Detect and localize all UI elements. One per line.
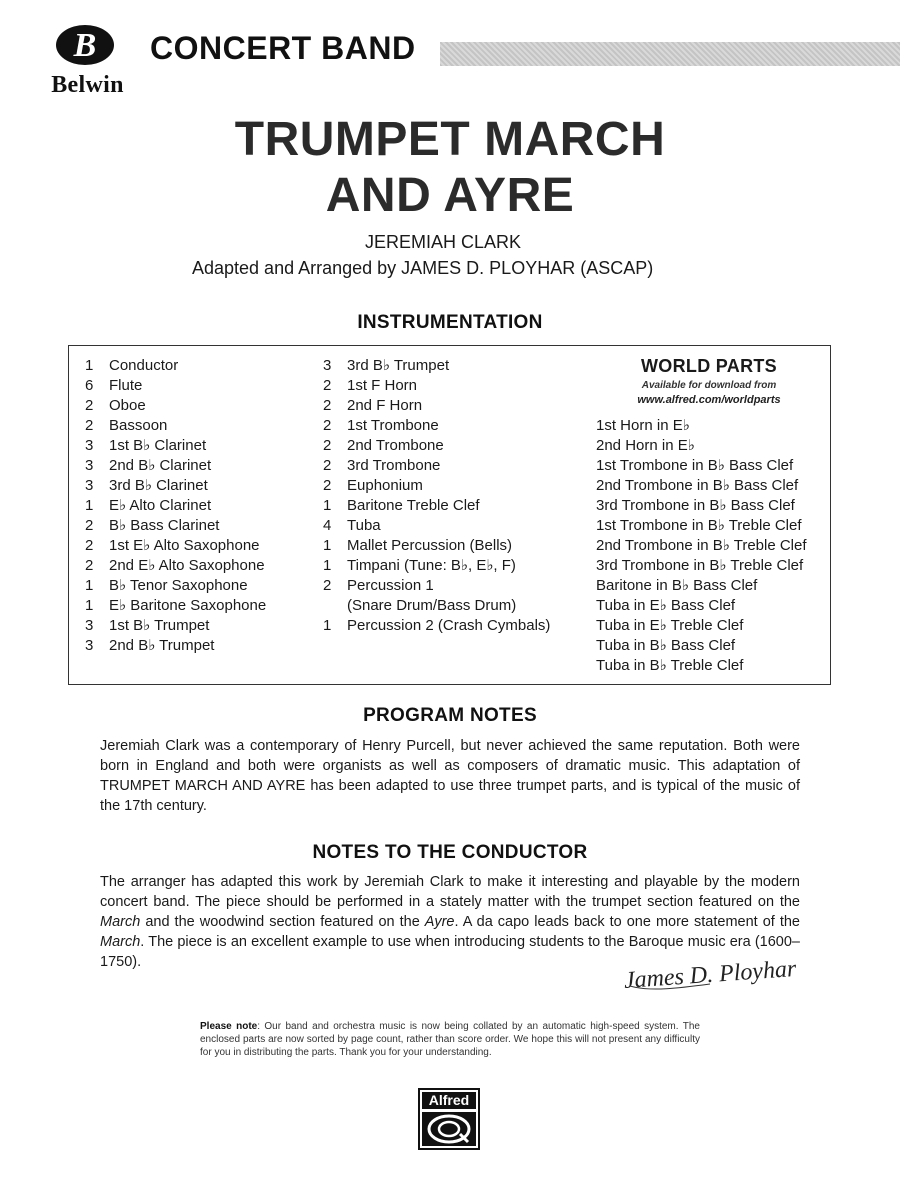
world-parts-subtitle: Available for download from [641, 380, 777, 391]
instrument-quantity: 2 [323, 397, 332, 414]
instrument-name: Tuba [347, 517, 381, 534]
instrument-quantity: 3 [85, 477, 94, 494]
please-note-text: : Our band and orchestra music is now being collated by an automatic high-speed system. The enclosed parts are now sorted by page count, rather than score order. We hope this will not present any difficulty for you in distributing the parts. Thank you for your understanding. [200, 1021, 700, 1058]
conductor-notes-heading: NOTES TO THE CONDUCTOR [312, 842, 588, 863]
world-part-item: 1st Trombone in B♭ Bass Clef [596, 457, 794, 474]
instrument-row [85, 476, 266, 496]
instrument-quantity: 2 [323, 417, 332, 434]
instrument-row [85, 616, 266, 636]
instrument-row [323, 516, 550, 536]
instrument-row [323, 356, 550, 376]
world-part-item: Tuba in E♭ Treble Clef [596, 617, 744, 634]
instrument-name: 3rd B♭ Trumpet [347, 357, 450, 374]
arranger-signature [620, 948, 805, 1003]
instrument-quantity: 1 [323, 557, 332, 574]
instrument-row [323, 396, 550, 416]
instrument-row [85, 436, 266, 456]
instrument-row [85, 416, 266, 436]
instrument-row [85, 496, 266, 516]
instrument-quantity: 1 [85, 577, 94, 594]
composer: JEREMIAH CLARK [365, 232, 522, 252]
instrument-row [85, 556, 266, 576]
instrument-name: Timpani (Tune: B♭, E♭, F) [347, 557, 516, 574]
instrument-row [85, 396, 266, 416]
instrument-quantity: 2 [85, 417, 94, 434]
instrument-name: 2nd E♭ Alto Saxophone [109, 557, 265, 574]
instrument-list-column-2 [323, 356, 550, 636]
instrument-quantity: 2 [85, 557, 94, 574]
instrument-name: 1st B♭ Trumpet [109, 617, 210, 634]
instrument-row [323, 436, 550, 456]
instrument-name: 3rd Trombone [347, 457, 441, 474]
world-parts-url: www.alfred.com/worldparts [637, 394, 781, 406]
instrument-quantity: 3 [323, 357, 332, 374]
instrument-row [323, 376, 550, 396]
belwin-logo [30, 22, 145, 100]
instrument-row [85, 576, 266, 596]
header-bar [440, 42, 900, 66]
instrument-name: Percussion 2 (Crash Cymbals) [347, 617, 551, 634]
world-part-item: 2nd Trombone in B♭ Treble Clef [596, 537, 807, 554]
instrument-name: 1st F Horn [347, 377, 418, 394]
instrument-name: Flute [109, 377, 143, 394]
instrument-name: (Snare Drum/Bass Drum) [347, 597, 517, 614]
instrument-row [85, 596, 266, 616]
piece-title-line1: TRUMPET MARCH [234, 113, 666, 166]
march-emphasis: March [100, 914, 141, 930]
instrument-row [323, 616, 550, 636]
instrument-name: E♭ Alto Clarinet [109, 497, 212, 514]
piece-title-line2: AND AYRE [325, 169, 575, 222]
instrument-name: 1st B♭ Clarinet [109, 437, 207, 454]
please-note [200, 1020, 700, 1059]
world-parts-title: WORLD PARTS [641, 356, 777, 376]
instrument-name: Conductor [109, 357, 179, 374]
instrument-name: Bassoon [109, 417, 168, 434]
instrument-row [85, 536, 266, 556]
instrument-name: Euphonium [347, 477, 423, 494]
publisher-name: Belwin [51, 72, 124, 98]
instrument-row [85, 376, 266, 396]
instrument-quantity: 2 [323, 477, 332, 494]
belwin-b-mark-icon [54, 22, 116, 68]
instrument-quantity: 2 [85, 397, 94, 414]
world-parts-list [596, 416, 807, 676]
world-part-item: Tuba in B♭ Bass Clef [596, 637, 736, 654]
world-part-item: 3rd Trombone in B♭ Treble Clef [596, 557, 804, 574]
instrument-quantity: 2 [85, 517, 94, 534]
program-notes-heading: PROGRAM NOTES [363, 705, 537, 726]
instrument-name: Baritone Treble Clef [347, 497, 480, 514]
instrument-name: 2nd F Horn [347, 397, 423, 414]
instrument-row [323, 416, 550, 436]
instrument-quantity: 1 [323, 497, 332, 514]
world-part-item: 1st Trombone in B♭ Treble Clef [596, 517, 802, 534]
instrument-name: 2nd B♭ Clarinet [109, 457, 212, 474]
instrument-row [85, 356, 266, 376]
world-part-item: 2nd Trombone in B♭ Bass Clef [596, 477, 799, 494]
instrument-quantity: 4 [323, 517, 332, 534]
world-part-item: 3rd Trombone in B♭ Bass Clef [596, 497, 795, 514]
world-part-item: Baritone in B♭ Bass Clef [596, 577, 758, 594]
instrument-name: Percussion 1 [347, 577, 434, 594]
world-part-item: 1st Horn in E♭ [596, 417, 690, 434]
instrument-name: E♭ Baritone Saxophone [109, 597, 267, 614]
instrument-quantity: 2 [323, 437, 332, 454]
please-note-label: Please note [200, 1021, 258, 1032]
instrument-quantity: 3 [85, 457, 94, 474]
instrument-row [323, 476, 550, 496]
world-part-item: 2nd Horn in E♭ [596, 437, 695, 454]
arranger: Adapted and Arranged by JAMES D. PLOYHAR (ASCAP) [192, 258, 654, 278]
instrument-quantity: 3 [85, 617, 94, 634]
program-notes-text: Jeremiah Clark was a contemporary of Henry Purcell, but never achieved the same reputation. Both were born in England and both were organists as well as composers of dramatic music. This adaptation of TRUMPET MARCH AND AYRE has been adapted to use three trumpet parts, and is typical of the music of the 17th century. [100, 738, 800, 814]
instrument-row [323, 536, 550, 556]
instrument-name: 2nd B♭ Trumpet [109, 637, 215, 654]
instrument-quantity: 2 [323, 377, 332, 394]
svg-text:Alfred: Alfred [428, 1092, 470, 1108]
instrument-name: B♭ Bass Clarinet [109, 517, 220, 534]
instrument-quantity: 1 [85, 597, 94, 614]
series-label: CONCERT BAND [150, 30, 416, 66]
march-emphasis-2: March [100, 934, 141, 950]
instrument-quantity: 2 [323, 457, 332, 474]
instrumentation-heading: INSTRUMENTATION [357, 312, 543, 333]
piece-title [0, 112, 900, 224]
instrument-quantity: 2 [85, 537, 94, 554]
instrument-row [323, 596, 550, 616]
instrument-quantity: 3 [85, 437, 94, 454]
instrument-row [85, 636, 266, 656]
world-part-item: Tuba in B♭ Treble Clef [596, 657, 744, 674]
instrument-row [323, 456, 550, 476]
instrument-name: 1st Trombone [347, 417, 439, 434]
conductor-notes-text: The arranger has adapted this work by Jeremiah Clark to make it interesting and playable by the modern concert band. The piece should be performed in a stately matter with the trumpet section featured on the March and the woodwind section featured on the Ayre. A da capo leads back to one more statement of the March. The piece is an excellent example to use when introducing students to the Baroque music era (1600–1750). [100, 874, 800, 970]
instrument-quantity: 3 [85, 637, 94, 654]
svg-text:James D. Ployhar: James D. Ployhar [623, 955, 798, 994]
instrument-row [85, 516, 266, 536]
instrument-quantity: 1 [323, 617, 332, 634]
instrument-row [323, 576, 550, 596]
svg-text:B: B [73, 27, 97, 64]
alfred-logo [418, 1088, 480, 1150]
instrument-row [323, 556, 550, 576]
instrument-name: 2nd Trombone [347, 437, 444, 454]
instrument-quantity: 1 [323, 537, 332, 554]
instrument-name: 1st E♭ Alto Saxophone [109, 537, 260, 554]
instrument-name: B♭ Tenor Saxophone [109, 577, 248, 594]
instrument-quantity: 6 [85, 377, 94, 394]
instrument-row [323, 496, 550, 516]
world-part-item: Tuba in E♭ Bass Clef [596, 597, 736, 614]
instrument-name: 3rd B♭ Clarinet [109, 477, 208, 494]
ayre-emphasis: Ayre [424, 914, 455, 930]
instrument-quantity: 1 [85, 497, 94, 514]
instrument-quantity: 2 [323, 577, 332, 594]
instrument-row [85, 456, 266, 476]
instrumentation-box [68, 345, 831, 685]
instrument-list-column-1 [85, 356, 266, 656]
instrument-name: Mallet Percussion (Bells) [347, 537, 513, 554]
instrument-quantity: 1 [85, 357, 94, 374]
instrument-name: Oboe [109, 397, 146, 414]
